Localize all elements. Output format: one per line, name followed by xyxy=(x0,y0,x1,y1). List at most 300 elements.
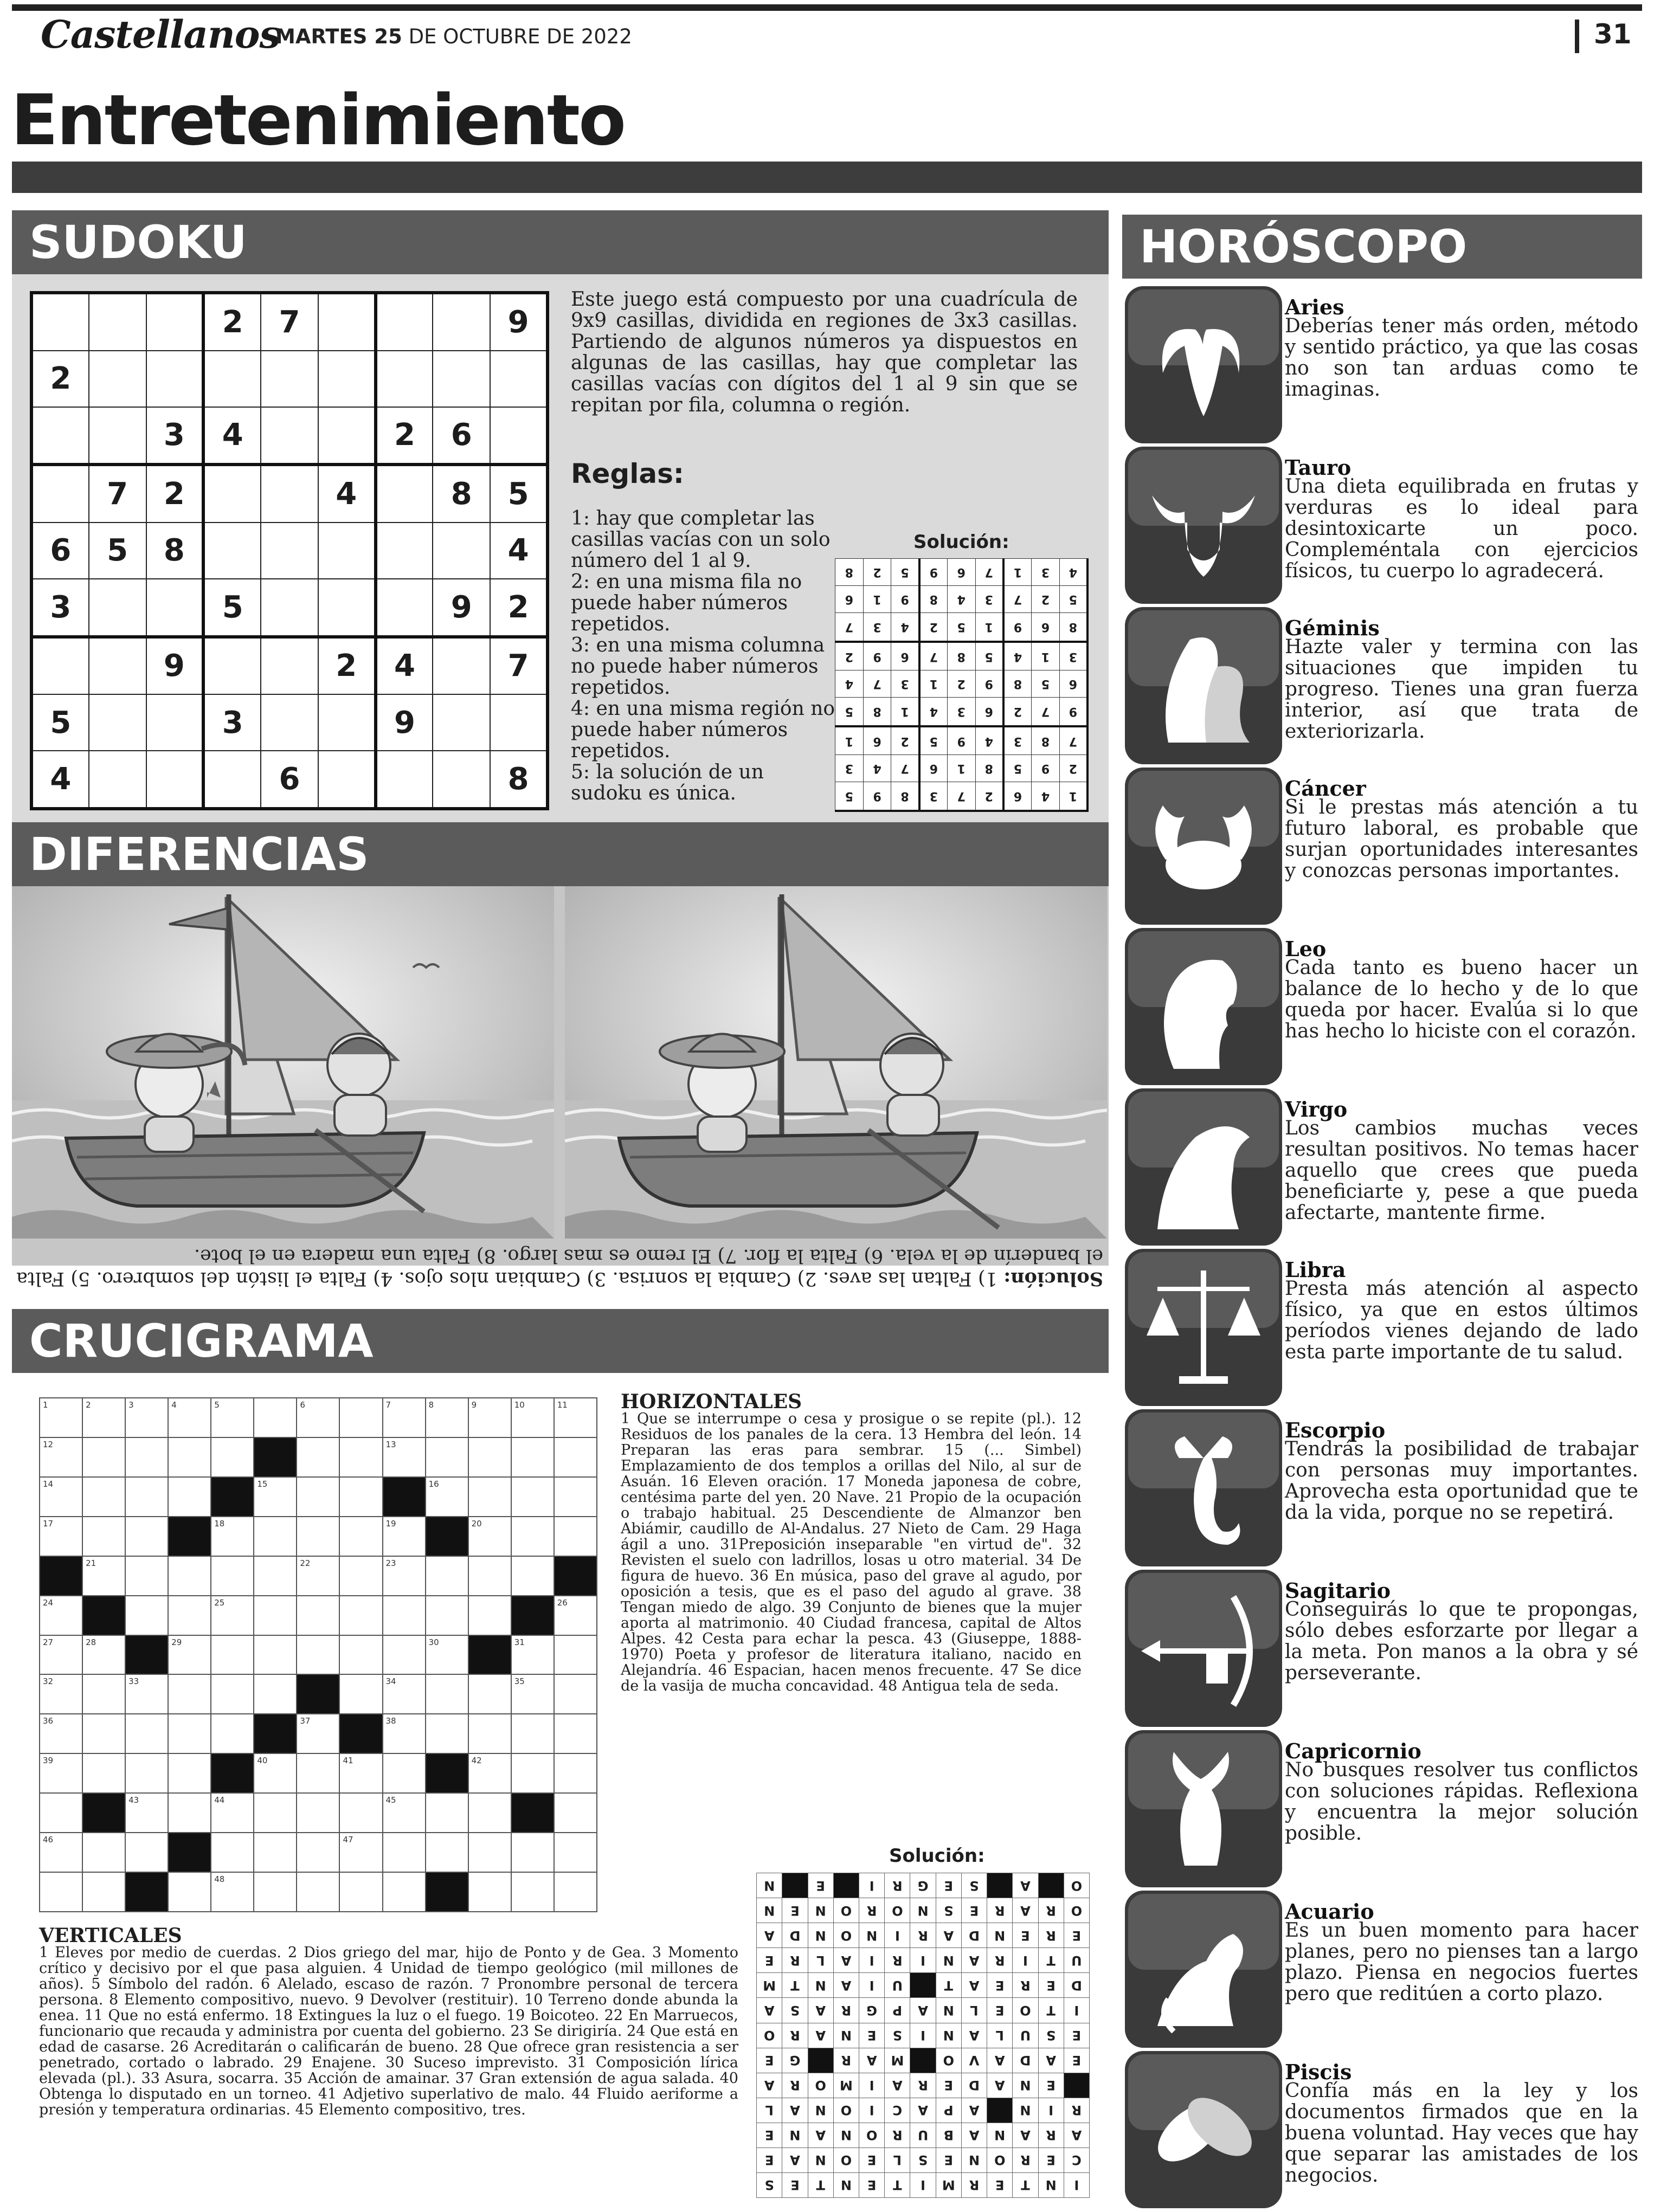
crossword-solution-cell: S xyxy=(757,2172,782,2197)
crossword-cell xyxy=(254,1872,297,1912)
aries-icon xyxy=(1125,286,1282,443)
grid-cell xyxy=(261,579,318,637)
grid-cell: 3 xyxy=(1059,642,1087,670)
grid-cell: 8 xyxy=(146,523,204,579)
crossword-solution-cell: D xyxy=(1013,2048,1038,2073)
grid-cell: 2 xyxy=(490,579,548,637)
grid-cell xyxy=(89,637,146,695)
crossword-cell xyxy=(511,1398,554,1437)
crossword-solution-cell: R xyxy=(987,1948,1013,1973)
crossword-solution-cell: N xyxy=(1013,2098,1038,2123)
crossword-solution-cell: T xyxy=(808,2172,833,2197)
grid-cell: 7 xyxy=(89,465,146,523)
crossword-clue-number: 40 xyxy=(257,1756,268,1766)
crossword-solution-cell: M xyxy=(757,1973,782,1998)
cancer-icon xyxy=(1125,768,1282,925)
grid-row xyxy=(31,351,548,407)
grid-cell: 4 xyxy=(318,465,376,523)
crossword-solution-cell: E xyxy=(757,2048,782,2073)
crossword-cell xyxy=(339,1872,382,1912)
crossword-cell xyxy=(383,1596,426,1635)
crossword-black-cell xyxy=(511,1596,554,1635)
crossword-solution-cell: E xyxy=(859,2147,885,2172)
grid-row xyxy=(31,694,548,751)
crossword-solution-cell: R xyxy=(885,1948,910,1973)
crossword-solution-cell: L xyxy=(885,2147,910,2172)
crossword-solution-cell: O xyxy=(987,2147,1013,2172)
crossword-solution-cell: O xyxy=(808,2073,833,2098)
crossword-solution-cell: A xyxy=(987,2073,1013,2098)
crossword-cell xyxy=(211,1674,254,1714)
grid-cell: 7 xyxy=(835,613,864,642)
crossword-solution-cell: N xyxy=(936,2023,961,2048)
grid-cell: 4 xyxy=(376,637,433,695)
grid-cell: 9 xyxy=(1032,755,1060,782)
crossword-cell xyxy=(168,1437,211,1477)
crossword-cell xyxy=(125,1793,168,1833)
aquarius-icon xyxy=(1125,1891,1282,2048)
grid-cell: 6 xyxy=(31,523,89,579)
crossword-clue-number: 7 xyxy=(385,1400,391,1410)
crossword-solution-cell: T xyxy=(1038,1998,1064,2023)
crossword-solution-cell: S xyxy=(936,1898,961,1923)
crossword-solution-row xyxy=(757,1898,1090,1923)
rule-item: 5: la solución de un sudoku es única. xyxy=(571,761,764,804)
grid-cell xyxy=(433,293,490,351)
grid-cell: 9 xyxy=(376,694,433,751)
grid-cell xyxy=(261,694,318,751)
crossword-solution-cell: U xyxy=(1013,2023,1038,2048)
grid-cell: 2 xyxy=(1032,586,1060,613)
grid-cell xyxy=(89,694,146,751)
crossword-cell xyxy=(511,1635,554,1675)
crossword-solution-row xyxy=(757,2073,1090,2098)
crossword-cell xyxy=(468,1833,511,1872)
grid-cell xyxy=(490,351,548,407)
grid-cell xyxy=(376,751,433,809)
section-rule xyxy=(12,162,1642,193)
crossword-cell xyxy=(426,1437,468,1477)
crossword-solution-cell: T xyxy=(936,1973,961,1998)
horoscope-sign xyxy=(1122,2047,1642,2209)
crossword-solution-black-cell xyxy=(1038,1873,1064,1898)
grid-cell xyxy=(318,293,376,351)
crossword-cell xyxy=(168,1635,211,1675)
crossword-solution-cell: N xyxy=(757,1898,782,1923)
grid-cell: 4 xyxy=(919,698,948,726)
grid-cell: 6 xyxy=(863,726,891,755)
crossword-solution-cell: S xyxy=(910,2147,936,2172)
crossword-solution-cell: O xyxy=(757,2023,782,2048)
horizontal-clues: 1 Que se interrumpe o cesa y prosigue o se repite (pl.). 12 Residuos de los panales de la cera. 13 Hembra del león. 14 Preparan las eras para sembrar. 15 (... Simbel) Emplazamiento de dos templos a orillas del Nilo, al sur de Asuán. 16 Eleven oración. 17 Moneda japonesa de cobre, centésima parte del yen. 20 Nave. 21 Propio de la ocupación o trabajo habitual. 25 Descendiente de Almanzor ben Abiámir, caudillo de Al-Andalus. 27 Nieto de Cam. 29 Haga ágil a uno. 31Preposición inseparable "en virtud de". 32 Revisten el suelo con ladrillos, losas u otro material. 34 De figura de huevo. 36 En música, paso del grave al agudo, por oposición a tesis, que es el paso del agudo al grave. 38 Tengan miedo de algo. 39 Conjunto de bienes que la mujer aporta al matrimonio. 40 Ciudad francesa, capital de Altos Alpes. 42 Cesta para echar la pesca. 43 (Giuseppe, 1888-1970) Poeta y profesor de literatura italiano, nacido en Alejandría. 46 Espacian, hacen menos frecuente. 47 Se dice de la vasija de mucha concavidad. 48 Antigua tela de seda. xyxy=(621,1410,1082,1694)
grid-cell: 3 xyxy=(835,755,864,782)
crossword-solution-cell: E xyxy=(757,2147,782,2172)
crossword-cell xyxy=(82,1635,125,1675)
grid-cell xyxy=(261,351,318,407)
crossword-cell xyxy=(82,1833,125,1872)
crossword-solution-cell: R xyxy=(782,1948,808,1973)
grid-cell: 7 xyxy=(975,559,1003,586)
crossword-solution-cell: V xyxy=(961,2048,987,2073)
horoscope-sign-name: Escorpio xyxy=(1285,1418,1386,1442)
grid-cell: 8 xyxy=(947,642,975,670)
crossword-cell xyxy=(168,1714,211,1753)
grid-cell xyxy=(376,523,433,579)
crossword-cell xyxy=(211,1714,254,1753)
crossword-cell xyxy=(383,1833,426,1872)
crossword-cell xyxy=(554,1517,597,1556)
crossword-black-cell xyxy=(82,1596,125,1635)
crossword-cell xyxy=(297,1596,339,1635)
crossword-solution-cell: I xyxy=(1013,1948,1038,1973)
crossword-clue-number: 29 xyxy=(171,1637,182,1647)
taurus-icon xyxy=(1125,447,1282,604)
grid-cell: 8 xyxy=(433,465,490,523)
crossword-solution-cell: B xyxy=(936,2123,961,2147)
grid-cell: 8 xyxy=(975,755,1003,782)
crossword-solution-cell: N xyxy=(987,2123,1013,2147)
crossword-cell xyxy=(211,1437,254,1477)
crossword-solution-cell: E xyxy=(987,1998,1013,2023)
crossword-cell xyxy=(511,1833,554,1872)
grid-cell: 5 xyxy=(203,579,261,637)
grid-cell xyxy=(146,351,204,407)
grid-row xyxy=(835,613,1088,642)
crossword-clue-number: 28 xyxy=(86,1637,96,1647)
crossword-cell xyxy=(339,1793,382,1833)
crossword-cell xyxy=(383,1793,426,1833)
crossword-cell xyxy=(82,1477,125,1517)
crossword-cell xyxy=(468,1872,511,1912)
crossword-solution-cell: N xyxy=(757,1873,782,1898)
crossword-black-cell xyxy=(426,1872,468,1912)
horoscope-sign xyxy=(1122,1405,1642,1568)
crossword-solution-cell: N xyxy=(808,1923,833,1948)
crossword-solution-row xyxy=(757,2048,1090,2073)
crossword-solution-cell: I xyxy=(910,2172,936,2197)
grid-cell: 4 xyxy=(490,523,548,579)
crossword-clue-number: 34 xyxy=(385,1676,396,1687)
rule-item: 1: hay que completar las casillas vacías con un solo número del 1 al 9. xyxy=(571,507,831,572)
grid-cell: 2 xyxy=(947,670,975,698)
crossword-row xyxy=(40,1753,597,1793)
crossword-solution-cell: N xyxy=(808,1973,833,1998)
grid-cell xyxy=(146,751,204,809)
crossword-row xyxy=(40,1596,597,1635)
crossword-black-cell xyxy=(426,1517,468,1556)
crossword-solution-cell: I xyxy=(859,2098,885,2123)
horoscope-sign-name: Géminis xyxy=(1285,616,1380,640)
crossword-cell xyxy=(297,1477,339,1517)
grid-cell: 8 xyxy=(835,559,864,586)
crossword-solution-cell: A xyxy=(961,2023,987,2048)
grid-cell xyxy=(261,465,318,523)
crossword-cell xyxy=(211,1872,254,1912)
crossword-solution-cell: C xyxy=(885,2098,910,2123)
crossword-clue-number: 23 xyxy=(385,1558,396,1568)
grid-cell: 5 xyxy=(975,642,1003,670)
horoscope-sign-text: Confía más en la ley y los documentos firmados que en la buena voluntad. Hay veces que hay que separar las amistades de los negocios. xyxy=(1285,2080,1638,2187)
grid-cell: 5 xyxy=(835,782,864,811)
crossword-clue-number: 13 xyxy=(385,1439,396,1449)
differences-solution-label: Solución: xyxy=(1003,1268,1103,1290)
grid-cell xyxy=(261,637,318,695)
crossword-clue-number: 9 xyxy=(471,1400,477,1410)
crossword-solution-cell: A xyxy=(808,2023,833,2048)
horoscope-sign-name: Cáncer xyxy=(1285,776,1366,801)
crossword-cell xyxy=(82,1753,125,1793)
grid-cell: 5 xyxy=(1003,755,1032,782)
crossword-solution-cell: N xyxy=(987,1923,1013,1948)
grid-cell: 2 xyxy=(1059,755,1087,782)
crossword-cell xyxy=(168,1793,211,1833)
crossword-cell xyxy=(125,1753,168,1793)
horoscope-sign-text: Hazte valer y termina con las situaciones que impiden tu progreso. Tienes una gran fuerza interior, así que trata de exteriorizarla. xyxy=(1285,636,1638,743)
crossword-clue-number: 11 xyxy=(557,1400,568,1410)
crossword-solution-row xyxy=(757,2098,1090,2123)
capricorn-icon xyxy=(1125,1730,1282,1887)
libra-icon xyxy=(1125,1249,1282,1406)
horoscope-sign xyxy=(1122,282,1642,444)
horoscope-sign-name: Acuario xyxy=(1285,1899,1374,1924)
crossword-cell xyxy=(168,1674,211,1714)
crossword-solution-cell: N xyxy=(910,1898,936,1923)
grid-cell xyxy=(433,637,490,695)
crossword-cell xyxy=(297,1753,339,1793)
crossword-solution-cell: O xyxy=(1064,1873,1089,1898)
issue-date xyxy=(275,25,632,48)
crossword-solution-cell: A xyxy=(1013,1898,1038,1923)
crossword-cell xyxy=(40,1596,82,1635)
crossword-cell xyxy=(554,1477,597,1517)
crossword-black-cell xyxy=(297,1674,339,1714)
crossword-solution-cell: A xyxy=(961,1973,987,1998)
crossword-solution-cell: L xyxy=(987,2023,1013,2048)
grid-cell: 6 xyxy=(919,755,948,782)
grid-cell: 2 xyxy=(863,559,891,586)
grid-cell: 1 xyxy=(947,755,975,782)
grid-cell xyxy=(203,523,261,579)
horizontal-clues-title: HORIZONTALES xyxy=(621,1390,802,1413)
grid-cell: 2 xyxy=(146,465,204,523)
grid-cell xyxy=(318,523,376,579)
crossword-cell xyxy=(383,1437,426,1477)
crossword-clue-number: 6 xyxy=(300,1400,305,1410)
grid-cell: 4 xyxy=(975,726,1003,755)
crossword-cell xyxy=(511,1753,554,1793)
crossword-solution-cell: A xyxy=(961,2123,987,2147)
crossword-cell xyxy=(468,1674,511,1714)
grid-cell: 1 xyxy=(1032,642,1060,670)
grid-cell: 8 xyxy=(863,698,891,726)
crossword-cell xyxy=(297,1437,339,1477)
crossword-solution-cell: N xyxy=(833,2123,859,2147)
crossword-row xyxy=(40,1833,597,1872)
crossword-solution-cell: N xyxy=(808,2147,833,2172)
grid-cell xyxy=(376,351,433,407)
crossword-black-cell xyxy=(211,1753,254,1793)
crossword-clue-number: 44 xyxy=(214,1795,225,1805)
crossword-solution-black-cell xyxy=(808,2048,833,2073)
grid-cell: 5 xyxy=(891,559,919,586)
crossword-cell xyxy=(468,1714,511,1753)
grid-cell: 3 xyxy=(203,694,261,751)
grid-cell xyxy=(376,579,433,637)
crossword-solution-cell: E xyxy=(936,2147,961,2172)
grid-cell xyxy=(490,694,548,751)
grid-row xyxy=(835,755,1088,782)
crossword-solution-black-cell xyxy=(987,2098,1013,2123)
horoscope-sign-name: Tauro xyxy=(1285,455,1351,480)
crossword-cell xyxy=(211,1517,254,1556)
crossword-clue-number: 14 xyxy=(43,1479,54,1489)
crossword-solution-cell: D xyxy=(1064,1973,1089,1998)
crossword-solution-cell: I xyxy=(910,2023,936,2048)
horoscope-sign-name: Aries xyxy=(1285,295,1344,319)
crossword-cell xyxy=(426,1674,468,1714)
crossword-cell xyxy=(40,1437,82,1477)
crossword-solution-cell: A xyxy=(936,1923,961,1948)
crossword-cell xyxy=(468,1437,511,1477)
crossword-cell xyxy=(383,1674,426,1714)
grid-cell xyxy=(31,293,89,351)
crossword-black-cell xyxy=(426,1753,468,1793)
differences-header xyxy=(12,822,1109,886)
grid-cell xyxy=(376,465,433,523)
crossword-cell xyxy=(254,1793,297,1833)
grid-row xyxy=(31,523,548,579)
crossword-cell xyxy=(339,1556,382,1596)
crossword-cell xyxy=(40,1714,82,1753)
grid-cell xyxy=(261,523,318,579)
crossword-solution-cell: A xyxy=(885,2073,910,2098)
crossword-solution-cell: A xyxy=(757,1923,782,1948)
crossword-black-cell xyxy=(468,1635,511,1675)
grid-cell: 6 xyxy=(835,586,864,613)
grid-cell: 7 xyxy=(919,642,948,670)
crossword-cell xyxy=(554,1753,597,1793)
horoscope-sign xyxy=(1122,1565,1642,1728)
horoscope-header xyxy=(1122,215,1642,279)
grid-cell: 1 xyxy=(891,698,919,726)
crossword-cell xyxy=(468,1596,511,1635)
crossword-solution-grid xyxy=(756,1873,1090,2198)
crossword-cell xyxy=(554,1437,597,1477)
grid-cell xyxy=(89,751,146,809)
grid-cell xyxy=(31,637,89,695)
crossword-cell xyxy=(511,1437,554,1477)
crossword-solution-cell: A xyxy=(833,1948,859,1973)
crossword-solution-cell: I xyxy=(1064,2172,1089,2197)
crossword-cell xyxy=(554,1398,597,1437)
crossword-clue-number: 5 xyxy=(214,1400,220,1410)
crossword-cell xyxy=(82,1872,125,1912)
horoscope-sign-text: Tendrás la posibilidad de trabajar con personas muy importantes. Aprovecha esta oportunidad que te da la vida, porque no se repetirá. xyxy=(1285,1438,1638,1524)
crossword-solution-cell: A xyxy=(961,1948,987,1973)
crossword-solution-cell: N xyxy=(936,1948,961,1973)
crossword-solution-cell: R xyxy=(1013,1973,1038,1998)
crossword-cell xyxy=(554,1872,597,1912)
crossword-clue-number: 26 xyxy=(557,1597,568,1608)
grid-cell: 4 xyxy=(203,407,261,465)
grid-cell: 2 xyxy=(203,293,261,351)
crossword-solution-cell: A xyxy=(1013,1873,1038,1898)
grid-cell xyxy=(376,293,433,351)
crossword-solution-cell: N xyxy=(782,2123,808,2147)
grid-row xyxy=(31,751,548,809)
crossword-solution-cell: S xyxy=(782,1998,808,2023)
grid-cell: 7 xyxy=(863,670,891,698)
grid-cell: 6 xyxy=(261,751,318,809)
grid-cell: 3 xyxy=(975,586,1003,613)
sudoku-header xyxy=(12,210,1109,274)
crossword-cell xyxy=(40,1398,82,1437)
grid-cell xyxy=(490,407,548,465)
crossword-cell xyxy=(426,1398,468,1437)
crossword-cell xyxy=(297,1517,339,1556)
grid-cell: 9 xyxy=(490,293,548,351)
virgo-icon xyxy=(1125,1088,1282,1246)
crossword-solution-cell: R xyxy=(987,1898,1013,1923)
crossword-cell xyxy=(168,1753,211,1793)
crossword-solution-cell: R xyxy=(859,1898,885,1923)
grid-cell: 3 xyxy=(891,670,919,698)
crossword-solution-cell: O xyxy=(833,2147,859,2172)
horoscope-title: HORÓSCOPO xyxy=(1140,220,1468,273)
crossword-clue-number: 17 xyxy=(43,1518,54,1529)
crossword-row xyxy=(40,1793,597,1833)
crossword-clue-number: 24 xyxy=(43,1597,54,1608)
crossword-cell xyxy=(211,1556,254,1596)
crossword-solution-cell: A xyxy=(1013,2123,1038,2147)
crossword-solution-cell: P xyxy=(936,2098,961,2123)
crossword-solution-cell: A xyxy=(910,2098,936,2123)
crossword-cell xyxy=(383,1872,426,1912)
crossword-cell xyxy=(254,1833,297,1872)
leo-icon xyxy=(1125,928,1282,1085)
crossword-solution-cell: R xyxy=(833,2048,859,2073)
crossword-solution-cell: R xyxy=(961,2172,987,2197)
grid-cell: 4 xyxy=(1059,559,1087,586)
crossword-solution-cell: R xyxy=(782,2073,808,2098)
crossword-cell xyxy=(383,1714,426,1753)
crossword-cell xyxy=(554,1596,597,1635)
crossword-clue-number: 47 xyxy=(343,1835,353,1845)
crossword-solution-cell: E xyxy=(1038,2147,1064,2172)
crossword-cell xyxy=(168,1477,211,1517)
crossword-solution-cell: E xyxy=(757,2123,782,2147)
horoscope-sign xyxy=(1122,1244,1642,1407)
crossword-cell xyxy=(254,1753,297,1793)
grid-cell: 1 xyxy=(919,670,948,698)
crossword-solution-black-cell xyxy=(833,1873,859,1898)
crossword-solution-cell: O xyxy=(1013,1998,1038,2023)
crossword-black-cell xyxy=(125,1872,168,1912)
crossword-black-cell xyxy=(82,1793,125,1833)
crossword-cell xyxy=(468,1398,511,1437)
crossword-solution-cell: S xyxy=(961,1873,987,1898)
crossword-cell xyxy=(40,1872,82,1912)
crossword-solution-cell: E xyxy=(1064,2023,1089,2048)
crossword-clue-number: 2 xyxy=(86,1400,91,1410)
horoscope-sign-name: Leo xyxy=(1285,937,1327,961)
crossword-row xyxy=(40,1872,597,1912)
crossword-row xyxy=(40,1477,597,1517)
crossword-solution-cell: E xyxy=(961,1898,987,1923)
crossword-solution-cell: E xyxy=(808,1873,833,1898)
crossword-solution-cell: O xyxy=(833,1898,859,1923)
newspaper-logo: Castellanos xyxy=(41,12,280,57)
